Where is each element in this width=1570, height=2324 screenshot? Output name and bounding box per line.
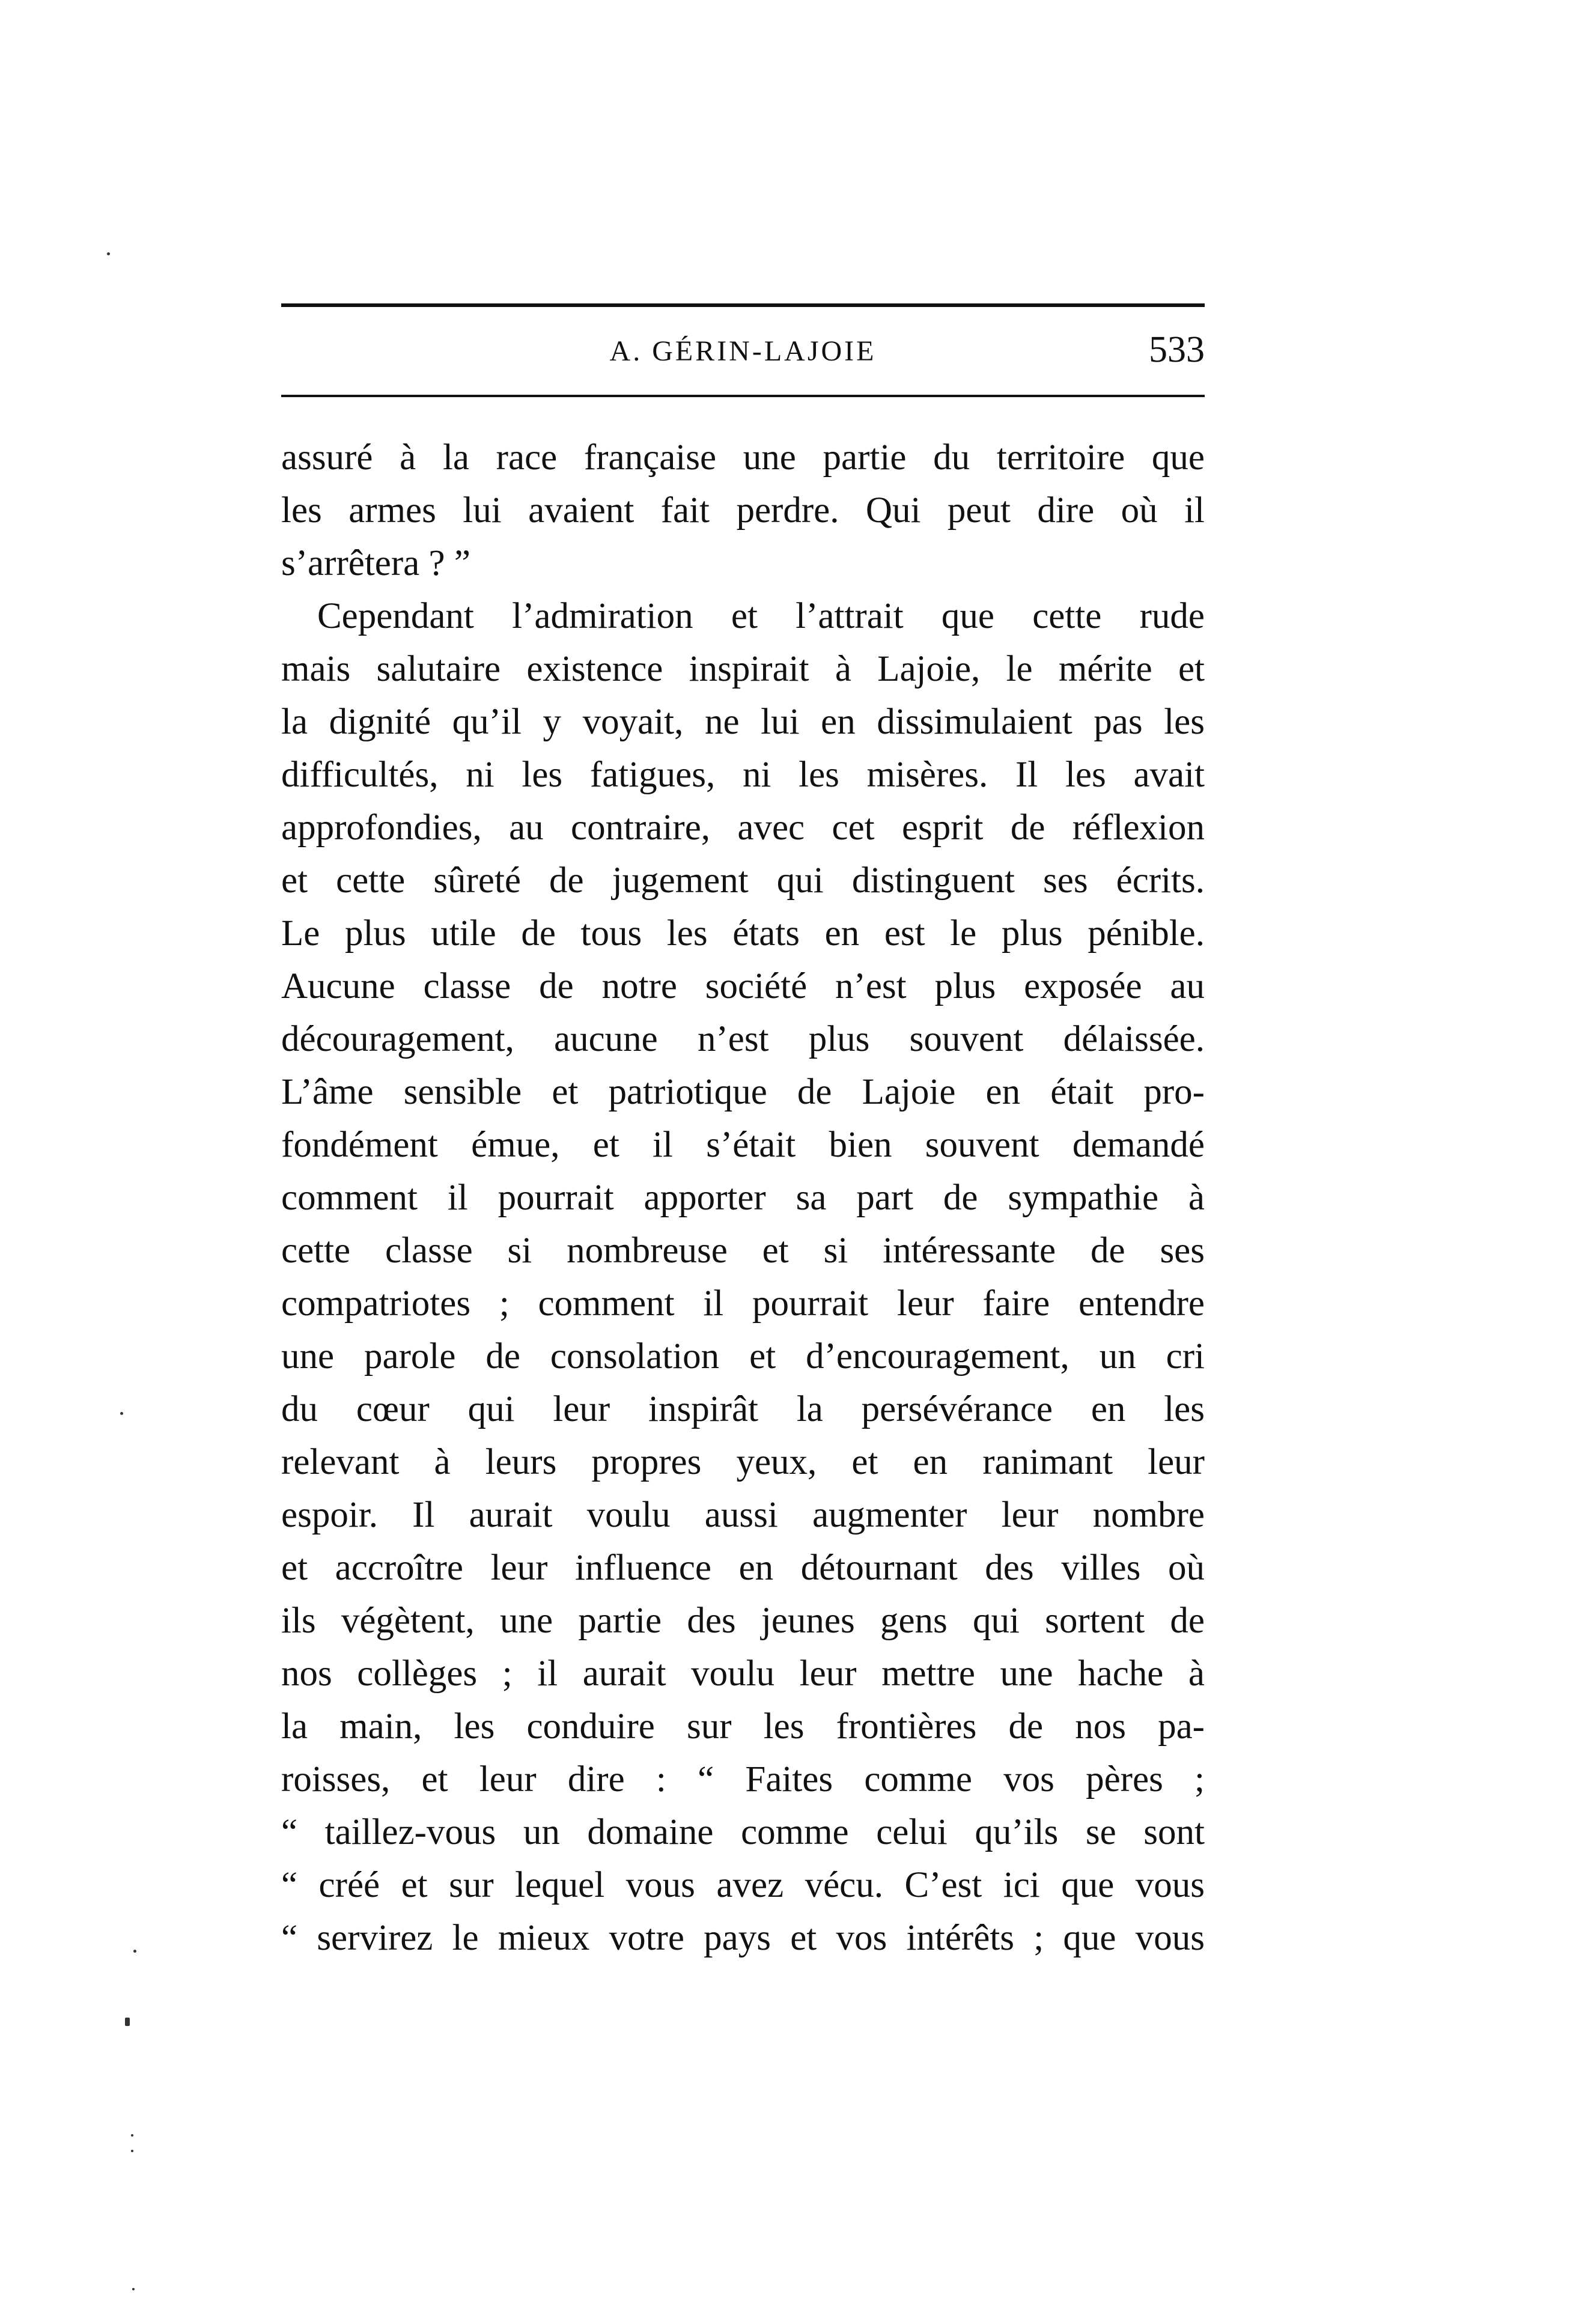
text-line: approfondies, au contraire, avec cet esprit de réflexion <box>281 808 1205 848</box>
text-line: Cependant l’admiration et l’attrait que cette rude <box>317 596 1205 636</box>
header-rule-top <box>281 303 1205 307</box>
text-line: compatriotes ; comment il pourrait leur faire entendre <box>281 1283 1205 1324</box>
scan-speck <box>132 2288 135 2290</box>
scan-speck <box>120 1412 123 1415</box>
text-line: fondément émue, et il s’était bien souvent demandé <box>281 1125 1205 1165</box>
text-line: Aucune classe de notre société n’est plus exposée au <box>281 966 1205 1006</box>
text-line: et accroître leur influence en détournant des villes où <box>281 1548 1205 1588</box>
text-line: “ servirez le mieux votre pays et vos intérêts ; que vous <box>281 1918 1205 1958</box>
text-line: la dignité qu’il y voyait, ne lui en dissimulaient pas les <box>281 702 1205 742</box>
scan-speck <box>125 2018 130 2026</box>
text-line: relevant à leurs propres yeux, et en ranimant leur <box>281 1442 1205 1482</box>
text-line: difficultés, ni les fatigues, ni les misères. Il les avait <box>281 755 1205 795</box>
page-number: 533 <box>1149 329 1205 370</box>
scan-speck <box>107 252 110 255</box>
text-line: espoir. Il aurait voulu aussi augmenter leur nombre <box>281 1495 1205 1535</box>
text-line: cette classe si nombreuse et si intéressante de ses <box>281 1230 1205 1271</box>
text-line: assuré à la race française une partie du territoire que <box>281 437 1205 478</box>
body-text <box>281 431 1205 1965</box>
text-line: s’arrêtera ? ” <box>281 543 470 583</box>
text-line: et cette sûreté de jugement qui distinguent ses écrits. <box>281 860 1205 901</box>
scan-speck <box>131 2150 133 2152</box>
text-line: nos collèges ; il aurait voulu leur mettre une hache à <box>281 1653 1205 1694</box>
text-line: “ taillez-vous un domaine comme celui qu’ils se sont <box>281 1812 1205 1852</box>
text-line: les armes lui avaient fait perdre. Qui peut dire où il <box>281 490 1205 531</box>
text-line: mais salutaire existence inspirait à Lajoie, le mérite et <box>281 649 1205 689</box>
text-line: L’âme sensible et patriotique de Lajoie en était pro- <box>281 1072 1205 1112</box>
text-line: roisses, et leur dire : “ Faites comme vos pères ; <box>281 1759 1205 1799</box>
text-line: “ créé et sur lequel vous avez vécu. C’est ici que vous <box>281 1865 1205 1905</box>
text-line: ils végètent, une partie des jeunes gens qui sortent de <box>281 1601 1205 1641</box>
scan-speck <box>131 2134 133 2137</box>
text-line: comment il pourrait apporter sa part de sympathie à <box>281 1178 1205 1218</box>
text-line: une parole de consolation et d’encouragement, un cri <box>281 1336 1205 1376</box>
text-line: du cœur qui leur inspirât la persévérance en les <box>281 1389 1205 1429</box>
scan-speck <box>133 1950 136 1953</box>
running-head <box>281 327 1205 376</box>
running-title: A. GÉRIN-LAJOIE <box>609 335 877 367</box>
text-line: découragement, aucune n’est plus souvent délaissée. <box>281 1019 1205 1059</box>
text-line: Le plus utile de tous les états en est le plus pénible. <box>281 913 1205 954</box>
header-rule-bottom <box>281 395 1205 397</box>
text-line: la main, les conduire sur les frontières de nos pa- <box>281 1706 1205 1747</box>
